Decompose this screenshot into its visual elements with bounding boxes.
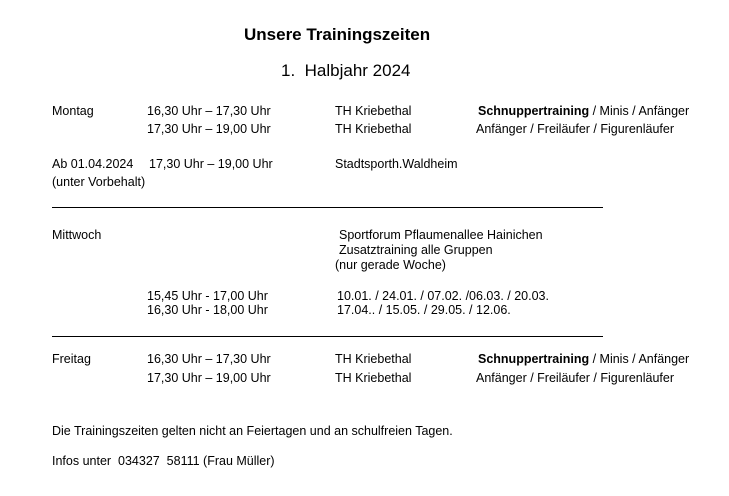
divider-line <box>52 336 603 337</box>
wednesday-location-1: Sportforum Pflaumenallee Hainichen <box>339 228 543 242</box>
day-label-wednesday: Mittwoch <box>52 228 102 242</box>
monday-extra-date: Ab 01.04.2024 <box>52 157 134 171</box>
friday-group-1-bold: Schnuppertraining <box>478 352 590 366</box>
monday-time-2: 17,30 Uhr – 19,00 Uhr <box>147 122 271 136</box>
holiday-note: Die Trainingszeiten gelten nicht an Feiertagen und an schulfreien Tagen. <box>52 424 453 438</box>
monday-group-1-bold: Schnuppertraining <box>478 104 590 118</box>
wednesday-dates-2: 17.04.. / 15.05. / 29.05. / 12.06. <box>337 303 511 317</box>
day-label-monday: Montag <box>52 104 94 118</box>
friday-group-2 <box>476 371 674 385</box>
friday-time-2: 17,30 Uhr – 19,00 Uhr <box>147 371 271 385</box>
page-title: Unsere Trainingszeiten <box>244 25 431 44</box>
wednesday-location-2: Zusatztraining alle Gruppen <box>339 243 493 257</box>
monday-extra-time: 17,30 Uhr – 19,00 Uhr <box>149 157 273 171</box>
monday-extra-place: Stadtsporth.Waldheim <box>335 157 458 171</box>
day-label-friday: Freitag <box>52 352 91 366</box>
friday-group-1-rest: / Minis / Anfänger <box>589 352 690 366</box>
monday-place-1: TH Kriebethal <box>335 104 412 118</box>
wednesday-location-3: (nur gerade Woche) <box>335 258 446 272</box>
page-subtitle: 1. Halbjahr 2024 <box>281 61 411 80</box>
friday-time-1: 16,30 Uhr – 17,30 Uhr <box>147 352 271 366</box>
wednesday-time-1: 15,45 Uhr - 17,00 Uhr <box>147 289 268 303</box>
friday-group-1 <box>478 352 689 366</box>
wednesday-time-2: 16,30 Uhr - 18,00 Uhr <box>147 303 268 317</box>
monday-group-1-rest: / Minis / Anfänger <box>589 104 690 118</box>
friday-place-2: TH Kriebethal <box>335 371 412 385</box>
wednesday-dates-1: 10.01. / 24.01. / 07.02. /06.03. / 20.03. <box>337 289 549 303</box>
monday-group-2-rest: Anfänger / Freiläufer / Figurenläufer <box>476 122 675 136</box>
divider-line <box>52 207 603 208</box>
monday-extra-note: (unter Vorbehalt) <box>52 175 146 189</box>
monday-group-2 <box>476 122 674 136</box>
friday-group-2-rest: Anfänger / Freiläufer / Figurenläufer <box>476 371 675 385</box>
contact-info: Infos unter 034327 58111 (Frau Müller) <box>52 454 275 468</box>
monday-time-1: 16,30 Uhr – 17,30 Uhr <box>147 104 271 118</box>
friday-place-1: TH Kriebethal <box>335 352 412 366</box>
monday-place-2: TH Kriebethal <box>335 122 412 136</box>
monday-group-1 <box>478 104 689 118</box>
